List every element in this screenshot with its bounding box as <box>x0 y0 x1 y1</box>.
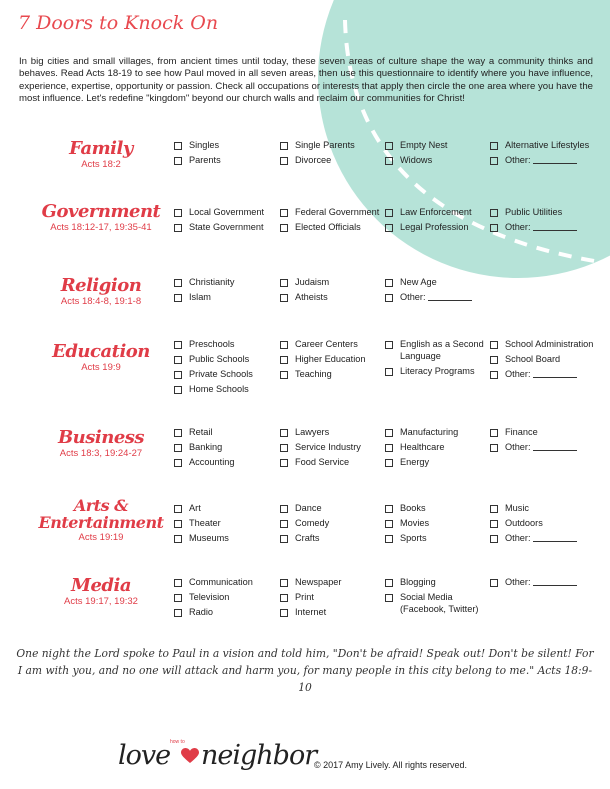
option-label: Communication <box>189 577 253 587</box>
option-label: Divorcee <box>295 155 332 165</box>
section-scripture-ref: Acts 19:19 <box>78 532 124 543</box>
option-checkbox-item[interactable] <box>385 503 489 515</box>
option-checkbox-item[interactable] <box>174 427 278 439</box>
option-column <box>490 577 594 592</box>
checkbox-icon[interactable] <box>174 356 182 364</box>
option-column <box>280 427 384 472</box>
option-column <box>385 427 489 472</box>
section-scripture-ref: Acts 19:17, 19:32 <box>64 596 138 607</box>
option-checkbox-item[interactable] <box>280 339 384 351</box>
section-heading <box>26 343 176 373</box>
option-label: Comedy <box>295 518 330 528</box>
option-label: Dance <box>295 503 322 513</box>
section-name: Arts & Entertainment <box>38 496 164 532</box>
checkbox-icon[interactable] <box>385 341 393 349</box>
option-column <box>490 140 594 170</box>
checkbox-icon[interactable] <box>174 520 182 528</box>
checkbox-icon[interactable] <box>174 429 182 437</box>
checkbox-icon[interactable] <box>174 535 182 543</box>
option-checkbox-item[interactable] <box>385 207 489 219</box>
section-name: Family <box>69 138 133 159</box>
option-checkbox-item[interactable] <box>174 577 278 589</box>
option-label: State Government <box>189 222 264 232</box>
option-label: Service Industry <box>295 442 361 452</box>
option-label: Islam <box>189 292 211 302</box>
checkbox-icon[interactable] <box>385 157 393 165</box>
option-label: Art <box>189 503 201 513</box>
logo-word-right: neighbor <box>201 740 317 771</box>
option-column <box>174 207 278 237</box>
other-fill-in-line[interactable] <box>533 533 577 542</box>
option-column <box>174 140 278 170</box>
option-checkbox-item[interactable] <box>385 140 489 152</box>
section-scripture-ref: Acts 18:12-17, 19:35-41 <box>50 222 152 233</box>
checkbox-icon[interactable] <box>490 505 498 513</box>
option-label: Crafts <box>295 533 320 543</box>
checkbox-icon[interactable] <box>385 142 393 150</box>
love-neighbor-logo <box>118 736 318 780</box>
other-fill-in-line[interactable] <box>533 442 577 451</box>
option-label: Single Parents <box>295 140 355 150</box>
checkbox-icon[interactable] <box>174 224 182 232</box>
option-label: Social Media (Facebook, Twitter) <box>400 592 479 614</box>
option-checkbox-item[interactable] <box>280 292 384 304</box>
option-label: Healthcare <box>400 442 445 452</box>
option-label: Sports <box>400 533 427 543</box>
checkbox-icon[interactable] <box>490 429 498 437</box>
option-checkbox-item[interactable] <box>385 277 489 289</box>
option-label: Atheists <box>295 292 328 302</box>
option-checkbox-item[interactable] <box>174 277 278 289</box>
section-heading <box>26 203 176 233</box>
option-checkbox-item[interactable] <box>490 427 594 439</box>
option-label: Public Utilities <box>505 207 563 217</box>
checkbox-icon[interactable] <box>174 609 182 617</box>
option-label: Empty Nest <box>400 140 448 150</box>
option-checkbox-item[interactable] <box>385 427 489 439</box>
option-label: Elected Officials <box>295 222 361 232</box>
other-fill-in-line[interactable] <box>533 577 577 586</box>
option-checkbox-item[interactable] <box>490 354 594 366</box>
option-label: Legal Profession <box>400 222 469 232</box>
option-checkbox-item[interactable] <box>280 427 384 439</box>
checkbox-icon[interactable] <box>174 444 182 452</box>
checkbox-icon[interactable] <box>174 579 182 587</box>
checkbox-icon[interactable] <box>280 356 288 364</box>
option-label: Private Schools <box>189 369 253 379</box>
option-checkbox-item[interactable] <box>174 384 278 396</box>
checkbox-icon[interactable] <box>385 579 393 587</box>
checkbox-icon[interactable] <box>385 505 393 513</box>
option-label: Music <box>505 503 529 513</box>
checkbox-icon[interactable] <box>490 535 498 543</box>
option-label: English as a Second Language <box>400 339 484 361</box>
option-checkbox-item[interactable] <box>280 533 384 545</box>
option-column <box>174 503 278 548</box>
option-checkbox-item[interactable] <box>385 457 489 469</box>
option-label: Federal Government <box>295 207 380 217</box>
checkbox-icon[interactable] <box>174 459 182 467</box>
option-label: Food Service <box>295 457 350 467</box>
option-checkbox-item[interactable] <box>490 222 594 234</box>
option-label: Higher Education <box>295 354 366 364</box>
option-column <box>280 140 384 170</box>
option-label: Manufacturing <box>400 427 459 437</box>
option-label: Judaism <box>295 277 330 287</box>
option-checkbox-item[interactable] <box>174 222 278 234</box>
checkbox-icon[interactable] <box>280 279 288 287</box>
logo-word-left: love <box>118 740 171 771</box>
checkbox-icon[interactable] <box>385 279 393 287</box>
option-checkbox-item[interactable] <box>490 503 594 515</box>
checkbox-icon[interactable] <box>280 594 288 602</box>
option-label: Law Enforcement <box>400 207 472 217</box>
checkbox-icon[interactable] <box>174 142 182 150</box>
checkbox-icon[interactable] <box>280 444 288 452</box>
checkbox-icon[interactable] <box>490 142 498 150</box>
checkbox-icon[interactable] <box>490 224 498 232</box>
option-label: Other: <box>505 533 531 543</box>
option-checkbox-item[interactable] <box>280 442 384 454</box>
option-checkbox-item[interactable] <box>280 277 384 289</box>
section-name: Religion <box>60 275 142 296</box>
other-fill-in-line[interactable] <box>533 155 577 164</box>
option-column <box>174 427 278 472</box>
checkbox-icon[interactable] <box>385 594 393 602</box>
checkbox-icon[interactable] <box>490 371 498 379</box>
option-label: Outdoors <box>505 518 543 528</box>
checkbox-icon[interactable] <box>280 429 288 437</box>
option-column <box>280 207 384 237</box>
checkbox-icon[interactable] <box>280 505 288 513</box>
option-label: Other: <box>505 442 531 452</box>
checkbox-icon[interactable] <box>385 294 393 302</box>
option-column <box>280 339 384 384</box>
option-checkbox-item[interactable] <box>174 592 278 604</box>
option-checkbox-item[interactable] <box>174 607 278 619</box>
option-checkbox-item[interactable] <box>490 155 594 167</box>
logo-small-text: how to <box>170 739 185 745</box>
option-checkbox-item[interactable] <box>385 339 489 362</box>
option-label: Alternative Lifestyles <box>505 140 590 150</box>
section-scripture-ref: Acts 18:3, 19:24-27 <box>59 448 143 459</box>
option-checkbox-item[interactable] <box>174 442 278 454</box>
option-checkbox-item[interactable] <box>280 592 384 604</box>
option-checkbox-item[interactable] <box>174 369 278 381</box>
section-name: Education <box>52 341 150 362</box>
checkbox-icon[interactable] <box>280 579 288 587</box>
option-column <box>385 339 489 381</box>
checkbox-icon[interactable] <box>385 520 393 528</box>
option-checkbox-item[interactable] <box>490 533 594 545</box>
checkbox-icon[interactable] <box>490 157 498 165</box>
option-label: Energy <box>400 457 430 467</box>
option-label: Movies <box>400 518 430 528</box>
option-label: Parents <box>189 155 221 165</box>
checkbox-icon[interactable] <box>280 142 288 150</box>
option-checkbox-item[interactable] <box>280 140 384 152</box>
option-checkbox-item[interactable] <box>174 457 278 469</box>
option-column <box>490 503 594 548</box>
option-label: School Administration <box>505 339 594 349</box>
option-checkbox-item[interactable] <box>174 292 278 304</box>
option-column <box>385 577 489 619</box>
checkbox-icon[interactable] <box>174 386 182 394</box>
checkbox-icon[interactable] <box>174 341 182 349</box>
heart-icon <box>181 748 199 764</box>
option-checkbox-item[interactable] <box>385 533 489 545</box>
option-checkbox-item[interactable] <box>174 140 278 152</box>
checkbox-icon[interactable] <box>280 341 288 349</box>
option-checkbox-item[interactable] <box>174 518 278 530</box>
other-fill-in-line[interactable] <box>428 292 472 301</box>
option-checkbox-item[interactable] <box>280 207 384 219</box>
option-label: Finance <box>505 427 538 437</box>
option-label: Accounting <box>189 457 235 467</box>
option-label: Local Government <box>189 207 265 217</box>
section-scripture-ref: Acts 19:9 <box>81 362 121 373</box>
option-label: Radio <box>189 607 214 617</box>
checkbox-icon[interactable] <box>280 224 288 232</box>
option-column <box>385 503 489 548</box>
checkbox-icon[interactable] <box>385 429 393 437</box>
checkbox-icon[interactable] <box>280 520 288 528</box>
section-heading <box>26 140 176 170</box>
option-column <box>280 277 384 307</box>
option-column <box>280 503 384 548</box>
option-label: Public Schools <box>189 354 250 364</box>
option-checkbox-item[interactable] <box>174 207 278 219</box>
copyright-notice: © 2017 Amy Lively. All rights reserved. <box>314 760 468 770</box>
checkbox-icon[interactable] <box>385 444 393 452</box>
checkbox-icon[interactable] <box>280 609 288 617</box>
option-checkbox-item[interactable] <box>280 222 384 234</box>
option-checkbox-item[interactable] <box>490 369 594 381</box>
option-label: Banking <box>189 442 223 452</box>
option-checkbox-item[interactable] <box>490 518 594 530</box>
option-label: Print <box>295 592 314 602</box>
option-label: Internet <box>295 607 327 617</box>
checkbox-icon[interactable] <box>174 294 182 302</box>
option-label: Home Schools <box>189 384 249 394</box>
option-checkbox-item[interactable] <box>385 366 489 378</box>
option-checkbox-item[interactable] <box>174 503 278 515</box>
checkbox-icon[interactable] <box>490 520 498 528</box>
option-label: Christianity <box>189 277 235 287</box>
checkbox-icon[interactable] <box>385 535 393 543</box>
option-label: Preschools <box>189 339 235 349</box>
checkbox-icon[interactable] <box>174 371 182 379</box>
intro-paragraph: In big cities and small villages, from ancient times until today, these seven areas of culture shape the way a community thinks and behaves. Read Acts 18-19 to see how Paul moved in all seven areas, then use this questionnaire to identify where you have influence, experience, expertise, opportunity or passion. Check all occupations or interests that apply then circle the one area where you have the most influence. Let's redefine "kingdom" beyond our church walls and reclaim our communities for Christ! <box>19 56 593 104</box>
option-checkbox-item[interactable] <box>280 369 384 381</box>
other-fill-in-line[interactable] <box>533 369 577 378</box>
option-checkbox-item[interactable] <box>490 140 594 152</box>
option-label: Books <box>400 503 426 513</box>
option-label: Other: <box>505 577 531 587</box>
section-scripture-ref: Acts 18:2 <box>81 159 121 170</box>
option-checkbox-item[interactable] <box>385 592 489 615</box>
option-checkbox-item[interactable] <box>490 207 594 219</box>
option-checkbox-item[interactable] <box>280 155 384 167</box>
option-label: Literacy Programs <box>400 365 475 376</box>
option-checkbox-item[interactable] <box>174 354 278 366</box>
option-checkbox-item[interactable] <box>280 457 384 469</box>
section-heading <box>26 497 176 543</box>
option-checkbox-item[interactable] <box>280 577 384 589</box>
checkbox-icon[interactable] <box>490 209 498 217</box>
option-checkbox-item[interactable] <box>174 533 278 545</box>
checkbox-icon[interactable] <box>280 209 288 217</box>
option-column <box>174 339 278 399</box>
page-title: 7 Doors to Knock On <box>18 12 219 34</box>
checkbox-icon[interactable] <box>174 209 182 217</box>
option-label: Other: <box>505 369 531 379</box>
option-checkbox-item[interactable] <box>174 155 278 167</box>
option-label: Museums <box>189 533 229 543</box>
checkbox-icon[interactable] <box>490 356 498 364</box>
option-checkbox-item[interactable] <box>280 503 384 515</box>
checkbox-icon[interactable] <box>385 368 393 376</box>
other-fill-in-line[interactable] <box>533 222 577 231</box>
option-checkbox-item[interactable] <box>385 155 489 167</box>
checkbox-icon[interactable] <box>490 444 498 452</box>
option-checkbox-item[interactable] <box>490 442 594 454</box>
option-label: Retail <box>189 427 213 437</box>
option-label: Singles <box>189 140 220 150</box>
checkbox-icon[interactable] <box>280 535 288 543</box>
option-checkbox-item[interactable] <box>385 442 489 454</box>
option-column <box>385 277 489 307</box>
checkbox-icon[interactable] <box>174 279 182 287</box>
option-column <box>490 427 594 457</box>
section-name: Government <box>41 201 161 222</box>
option-column <box>490 339 594 384</box>
checkbox-icon[interactable] <box>174 157 182 165</box>
section-name: Media <box>71 575 131 596</box>
option-checkbox-item[interactable] <box>490 339 594 351</box>
option-checkbox-item[interactable] <box>174 339 278 351</box>
checkbox-icon[interactable] <box>280 459 288 467</box>
checkbox-icon[interactable] <box>385 224 393 232</box>
checkbox-icon[interactable] <box>174 505 182 513</box>
option-checkbox-item[interactable] <box>385 518 489 530</box>
section-scripture-ref: Acts 18:4-8, 19:1-8 <box>60 296 142 307</box>
option-column <box>385 207 489 237</box>
section-heading <box>26 429 176 459</box>
option-label: School Board <box>505 354 561 364</box>
option-label: Widows <box>400 155 433 165</box>
section-name: Business <box>57 427 145 448</box>
option-label: Career Centers <box>295 339 358 349</box>
option-label: Other: <box>400 292 426 302</box>
option-label: Teaching <box>295 369 332 379</box>
option-checkbox-item[interactable] <box>385 577 489 589</box>
checkbox-icon[interactable] <box>280 294 288 302</box>
checkbox-icon[interactable] <box>174 594 182 602</box>
option-checkbox-item[interactable] <box>490 577 594 589</box>
option-column <box>490 207 594 237</box>
option-label: Newspaper <box>295 577 342 587</box>
option-label: Theater <box>189 518 221 528</box>
scripture-quote: One night the Lord spoke to Paul in a vision and told him, "Don't be afraid! Speak out! Don't be silent! For I am with you, and no one will attack and harm you, for many people in this city belong to me." Acts 18:9-10 <box>16 647 594 694</box>
option-label: Other: <box>505 222 531 232</box>
option-column <box>174 577 278 622</box>
checkbox-icon[interactable] <box>385 209 393 217</box>
checkbox-icon[interactable] <box>280 157 288 165</box>
option-label: Other: <box>505 155 531 165</box>
section-heading <box>26 577 176 607</box>
checkbox-icon[interactable] <box>490 341 498 349</box>
option-checkbox-item[interactable] <box>280 607 384 619</box>
option-checkbox-item[interactable] <box>280 518 384 530</box>
option-label: Lawyers <box>295 427 330 437</box>
option-checkbox-item[interactable] <box>385 222 489 234</box>
option-label: Blogging <box>400 577 436 587</box>
option-column <box>174 277 278 307</box>
section-heading <box>26 277 176 307</box>
checkbox-icon[interactable] <box>280 371 288 379</box>
checkbox-icon[interactable] <box>490 579 498 587</box>
option-label: New Age <box>400 277 437 287</box>
option-column <box>385 140 489 170</box>
option-column <box>280 577 384 622</box>
checkbox-icon[interactable] <box>385 459 393 467</box>
option-checkbox-item[interactable] <box>280 354 384 366</box>
option-checkbox-item[interactable] <box>385 292 489 304</box>
option-label: Television <box>189 592 230 602</box>
